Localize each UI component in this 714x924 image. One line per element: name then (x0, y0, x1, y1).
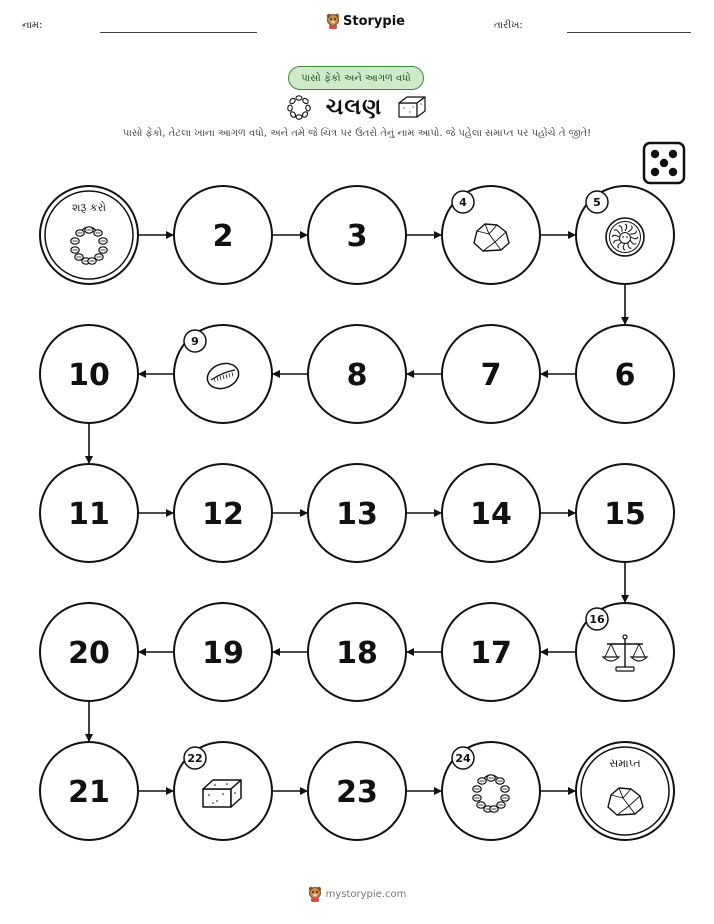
dice-pip (651, 150, 659, 158)
salt-block-icon (203, 780, 241, 807)
board-space (174, 603, 272, 701)
space-number: 10 (68, 358, 110, 393)
board-space (442, 186, 540, 284)
board-space (174, 742, 272, 840)
board-space (576, 186, 674, 284)
board-space (40, 325, 138, 423)
board-space (576, 464, 674, 562)
dice-pip (651, 168, 659, 176)
space-badge-number: 22 (187, 752, 203, 765)
board-space (40, 464, 138, 562)
space-number: 7 (480, 358, 502, 393)
space-number: 6 (614, 358, 636, 393)
board-space (442, 464, 540, 562)
name-label: નામ: (22, 20, 43, 31)
space-number: 19 (202, 636, 244, 671)
board-space (174, 464, 272, 562)
board-space (576, 325, 674, 423)
board-space (308, 742, 406, 840)
board-space (442, 742, 540, 840)
board-space (308, 464, 406, 562)
board-space (576, 603, 674, 701)
finish-label: સમાપ્ત (609, 757, 641, 770)
space-badge-number: 9 (191, 335, 199, 348)
page-title: ચલણ (325, 94, 383, 120)
space-number: 14 (470, 497, 512, 532)
board-space (174, 186, 272, 284)
instructions: પાસો ફેંકો, તેટલા ખાના આગળ વધો, અને તમે જે ચિત્ર પર ઉતરો તેનું નામ આપો. જે પહેલા સમાપ્ત પર પહોંચે તે જીતે! (122, 128, 592, 139)
date-label: તારીખ: (494, 20, 523, 31)
board-space (308, 186, 406, 284)
board-space (308, 325, 406, 423)
board-space (308, 603, 406, 701)
board-space (442, 603, 540, 701)
finish-space (576, 742, 674, 840)
space-number: 12 (202, 497, 244, 532)
space-number: 15 (604, 497, 646, 532)
space-number: 20 (68, 636, 110, 671)
board-space (40, 742, 138, 840)
space-badge-number: 5 (593, 196, 601, 209)
board-space (174, 325, 272, 423)
dice-pip (669, 150, 677, 158)
board-space (442, 325, 540, 423)
brand-name: Storypie (343, 13, 405, 29)
space-number: 3 (346, 219, 368, 254)
space-badge-number: 16 (589, 613, 605, 626)
dice-icon (644, 143, 684, 183)
bear-mascot-icon (308, 886, 322, 902)
footer (0, 886, 714, 902)
space-number: 11 (68, 497, 110, 532)
space-badge-number: 4 (459, 196, 467, 209)
space-number: 8 (346, 358, 368, 393)
subtitle-pill: પાસો ફેંકો અને આગળ વધો (288, 66, 424, 90)
dice-pip (660, 159, 668, 167)
space-number: 2 (212, 219, 234, 254)
space-badge-number: 24 (455, 752, 471, 765)
space-number: 17 (470, 636, 512, 671)
space-number: 23 (336, 775, 378, 810)
space-number: 18 (336, 636, 378, 671)
space-number: 13 (336, 497, 378, 532)
board-space (40, 603, 138, 701)
start-space (40, 186, 138, 284)
start-label: શરૂ કરો (71, 201, 107, 214)
dice-pip (669, 168, 677, 176)
space-number: 21 (68, 775, 110, 810)
lion-coin-icon (606, 218, 644, 256)
footer-site: mystorypie.com (325, 888, 407, 900)
